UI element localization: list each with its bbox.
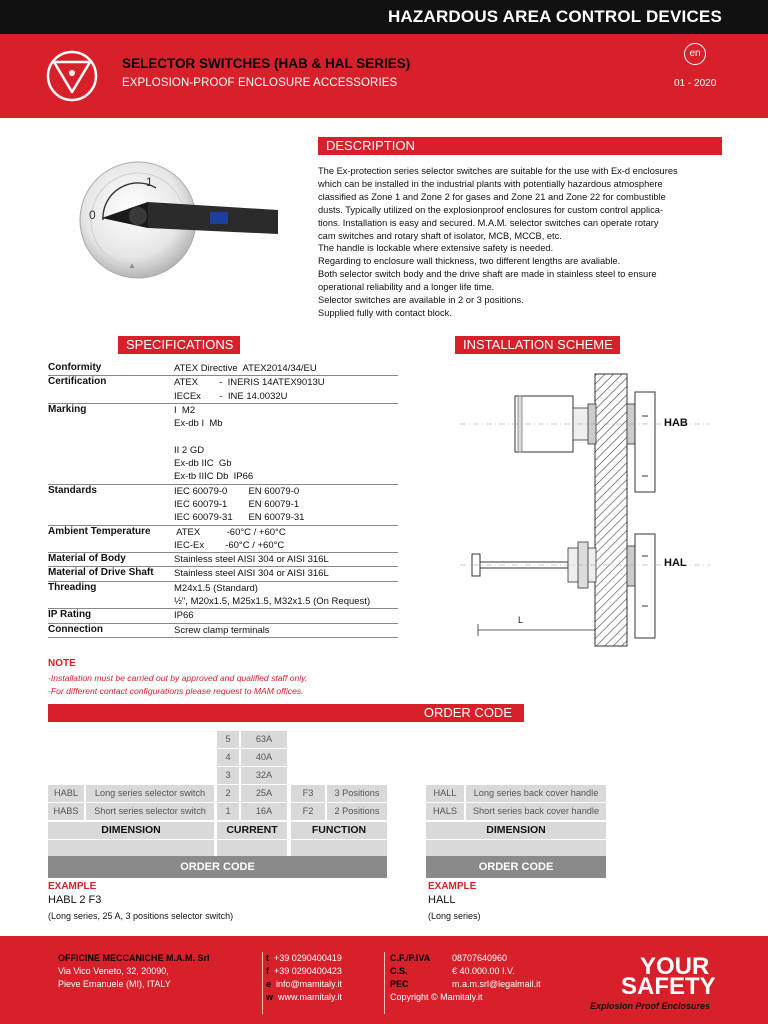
example-desc-left: (Long series, 25 A, 3 positions selector switch) — [48, 911, 234, 921]
scheme-label-length: L — [518, 615, 524, 625]
current-value: 40A — [241, 749, 287, 766]
current-code: 4 — [217, 749, 239, 766]
header-band — [0, 34, 768, 118]
hall-code: HALL — [426, 785, 464, 802]
col-header-function: FUNCTION — [291, 822, 387, 839]
spec-row-conformity — [48, 362, 398, 376]
description-line: dusts. Typically utilized on the explosionproof enclosures for custom control applica- — [318, 204, 664, 215]
dimension-desc: Long series selector switch — [86, 785, 214, 802]
description-line: operational reliability and a longer life time. — [318, 282, 495, 293]
current-value: 32A — [241, 767, 287, 784]
blank-cell — [48, 840, 214, 857]
footer-address-line: Via Vico Veneto, 32, 20090, — [58, 966, 169, 976]
spec-label: IP Rating — [48, 609, 92, 621]
description-line: The handle is lockable where extensive safety is needed. — [318, 243, 554, 254]
dimension-desc: Short series selector switch — [86, 803, 214, 820]
dimension-code: HABS — [48, 803, 84, 820]
description-line: tions. Installation is easy and secured. M.A.M. selector switches can operate rotary — [318, 217, 659, 228]
dial-mark-one: 1 — [146, 175, 153, 189]
example-code-left: HABL 2 F3 — [48, 894, 102, 906]
footer-company-name: OFFICINE MECCANICHE M.A.M. Srl — [58, 953, 210, 963]
specifications-table — [48, 362, 398, 638]
hall-desc: Long series back cover handle — [466, 785, 606, 802]
function-desc: 2 Positions — [327, 803, 387, 820]
spec-value: Ex-tb IIIC Db IP66 — [174, 471, 254, 483]
spec-row-connection — [48, 624, 398, 638]
spec-label: Conformity — [48, 362, 102, 373]
description-line: Regarding to enclosure wall thickness, two different lengths are avaliable. — [318, 256, 621, 267]
current-code: 2 — [217, 785, 239, 802]
current-code: 5 — [217, 731, 239, 748]
current-code: 1 — [217, 803, 239, 820]
note-line: -For different contact configurations please request to MAM offices. — [48, 686, 304, 696]
current-value: 16A — [241, 803, 287, 820]
spec-value: Ex-db I Mb — [174, 418, 223, 430]
spec-label: Certification — [48, 376, 107, 388]
description-line: Selector switches are available in 2 or 3 positions. — [318, 295, 524, 306]
footer-pec[interactable]: PEC m.a.m.srl@legalmail.it — [390, 979, 541, 989]
top-bar — [0, 0, 768, 34]
spec-row-ambient-temperature — [48, 526, 398, 554]
col-header-dimension-right: DIMENSION — [426, 822, 606, 839]
slogan-safety: SAFETY — [621, 973, 716, 1000]
footer-divider — [384, 952, 385, 1014]
spec-label: Threading — [48, 581, 97, 593]
spec-value: IEC-Ex -60°C / +60°C — [174, 539, 285, 551]
page-title: SELECTOR SWITCHES (HAB & HAL SERIES) — [122, 56, 411, 71]
slogan-your: YOUR — [640, 953, 710, 980]
blank-cell — [291, 840, 387, 857]
product-photo — [78, 160, 288, 290]
dial-mark-zero: 0 — [89, 208, 96, 222]
spec-value: Stainless steel AISI 304 or AISI 316L — [174, 568, 329, 580]
spec-label: Marking — [48, 403, 87, 415]
spec-label: Connection — [48, 623, 103, 635]
mam-logo-icon — [44, 46, 100, 106]
description-line: Both selector switch body and the drive shaft are made in stainless steel to ensure — [318, 269, 657, 280]
spec-value: I M2 — [174, 404, 196, 416]
footer-fax: f +39 0290400423 — [266, 966, 342, 976]
spec-value: IP66 — [174, 610, 194, 622]
current-code: 3 — [217, 767, 239, 784]
order-code-bar-left: ORDER CODE — [48, 856, 387, 878]
spec-value: M24x1.5 (Standard) — [174, 582, 258, 594]
spec-value: IEC 60079-1 EN 60079-1 — [174, 498, 300, 510]
spec-value: IEC 60079-31 EN 60079-31 — [174, 512, 305, 524]
spec-value: Ex-db IIC Gb — [174, 458, 232, 470]
note-line: -Installation must be carried out by approved and qualified staff only. — [48, 673, 308, 683]
spec-row-threading — [48, 582, 398, 610]
slogan-tagline: Explosion Proof Enclosures — [590, 1001, 711, 1011]
example-code-right: HALL — [428, 894, 456, 906]
example-title-right: EXAMPLE — [428, 881, 477, 892]
example-desc-right: (Long series) — [428, 911, 481, 921]
specifications-banner: SPECIFICATIONS — [118, 336, 240, 354]
installation-scheme-drawing — [460, 366, 720, 656]
spec-value: II 2 GD — [174, 444, 205, 456]
footer-website-link[interactable]: w www.mamitaly.it — [266, 992, 342, 1002]
spec-value: IEC 60079-0 EN 60079-0 — [174, 485, 300, 497]
footer-vat: C.F./P.IVA 08707640960 — [390, 953, 508, 963]
footer-email-link[interactable]: e info@mamitaly.it — [266, 979, 343, 989]
blank-cell — [217, 840, 287, 857]
blank-cell — [426, 840, 606, 857]
spec-value: ATEX Directive ATEX2014/34/EU — [174, 363, 317, 374]
function-code: F2 — [291, 803, 325, 820]
description-banner: DESCRIPTION — [318, 137, 722, 155]
spec-value: ½", M20x1.5, M25x1.5, M32x1.5 (On Request) — [174, 596, 371, 608]
spec-value: ATEX - INERIS 14ATEX9013U — [174, 377, 325, 389]
dimension-code: HABL — [48, 785, 84, 802]
spec-row-marking — [48, 404, 398, 485]
footer-copyright: Copyright © Mamitaly.it — [390, 992, 483, 1002]
function-code: F3 — [291, 785, 325, 802]
spec-row-ip-rating — [48, 609, 398, 623]
function-desc: 3 Positions — [327, 785, 387, 802]
spec-label: Standards — [48, 484, 97, 496]
footer-phone: t +39 0290400419 — [266, 953, 342, 963]
spec-value: Stainless steel AISI 304 or AISI 316L — [174, 554, 329, 566]
note-title: NOTE — [48, 658, 76, 669]
spec-row-certification — [48, 376, 398, 404]
document-date: 01 - 2020 — [674, 78, 717, 89]
spec-label: Material of Body — [48, 553, 126, 565]
footer-address-line: Pieve Emanuele (MI), ITALY — [58, 979, 171, 989]
installation-banner: INSTALLATION SCHEME — [455, 336, 620, 354]
hall-desc: Short series back cover handle — [466, 803, 606, 820]
document-category-title: HAZARDOUS AREA CONTROL DEVICES — [387, 7, 722, 26]
description-line: which can be installed in the industrial plants with potentially hazardous atmosphere — [318, 178, 663, 189]
spec-value: IECEx - INE 14.0032U — [174, 390, 288, 402]
spec-value — [174, 430, 398, 443]
spec-label: Material of Drive Shaft — [48, 567, 154, 579]
spec-row-material-body — [48, 553, 398, 567]
col-header-dimension: DIMENSION — [48, 822, 214, 839]
order-code-banner: ORDER CODE — [48, 704, 524, 722]
hall-code: HALS — [426, 803, 464, 820]
spec-label: Ambient Temperature — [48, 525, 151, 537]
page-subtitle: EXPLOSION-PROOF ENCLOSURE ACCESSORIES — [122, 77, 398, 89]
spec-value: Screw clamp terminals — [174, 624, 270, 636]
current-value: 63A — [241, 731, 287, 748]
scheme-label-hal: HAL — [664, 557, 687, 569]
language-badge: en — [684, 43, 706, 65]
current-value: 25A — [241, 785, 287, 802]
example-title-left: EXAMPLE — [48, 881, 97, 892]
svg-text:▲: ▲ — [128, 261, 136, 270]
description-line: Supplied fully with contact block. — [318, 307, 452, 318]
spec-value: ATEX -60°C / +60°C — [174, 526, 286, 538]
order-code-bar-right: ORDER CODE — [426, 856, 606, 878]
spec-row-material-shaft — [48, 567, 398, 581]
description-text — [318, 165, 724, 320]
footer-divider — [262, 952, 263, 1014]
footer-share-capital: C.S. € 40.000.00 I.V. — [390, 966, 515, 976]
description-line: classified as Zone 1 and Zone 2 for gases and Zone 21 and Zone 22 for combustible — [318, 191, 666, 202]
scheme-label-hab: HAB — [664, 417, 688, 429]
description-line: cam switches and rotary shaft of isolator, MCB, MCCB, etc. — [318, 230, 562, 241]
col-header-current: CURRENT — [217, 822, 287, 839]
spec-row-standards — [48, 485, 398, 526]
description-line: The Ex-protection series selector switches are suitable for the use with Ex-d enclosures — [318, 166, 678, 176]
